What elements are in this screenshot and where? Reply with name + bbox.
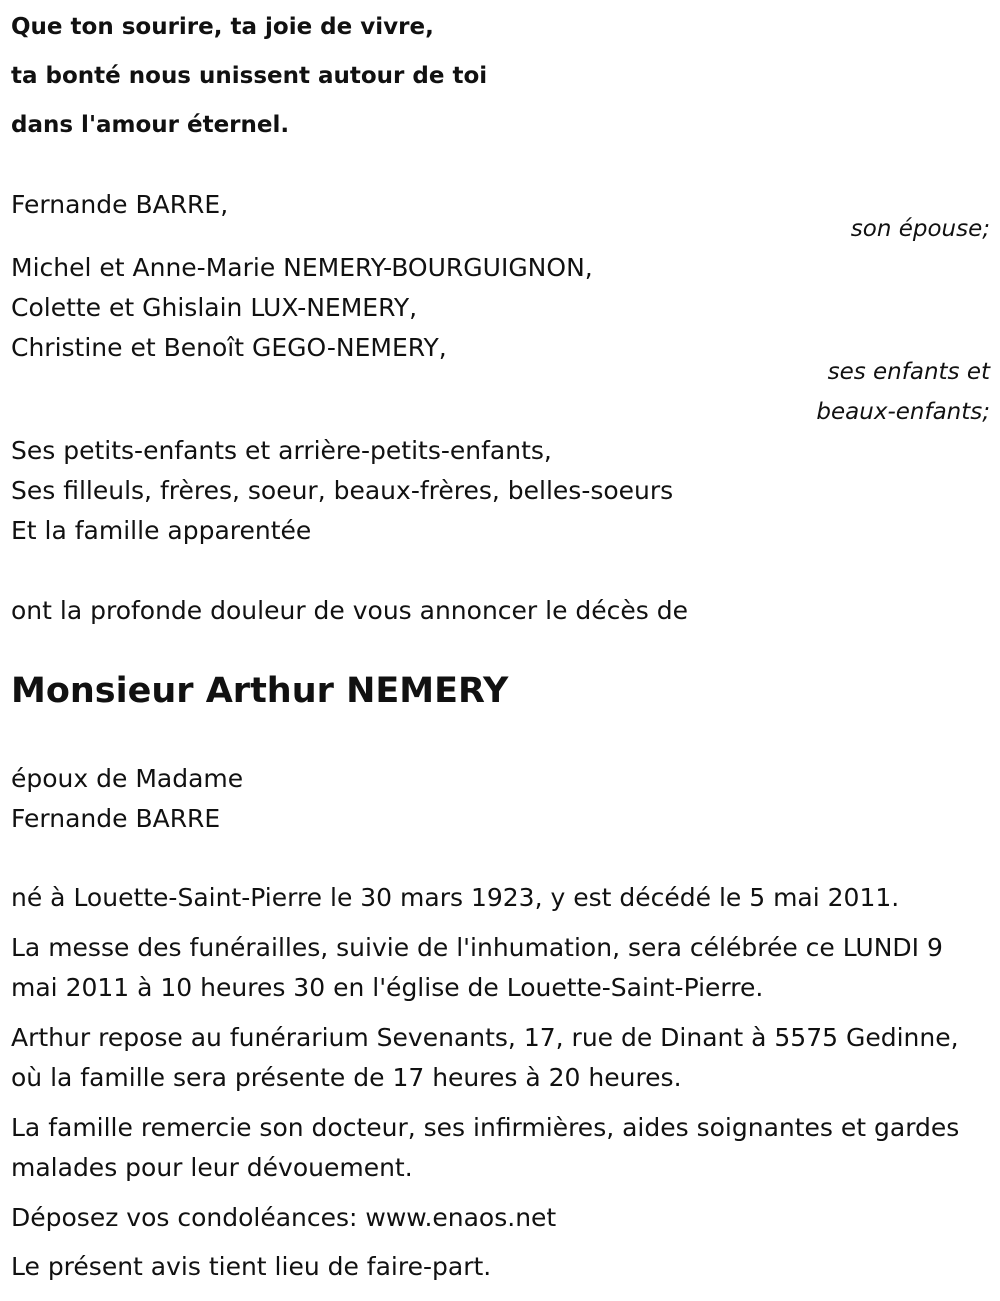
family-line-3: Et la famille apparentée xyxy=(11,516,312,545)
funerarium-text: Arthur repose au funérarium Sevenants, 17, rue de Dinant à 5575 Gedinne, où la famille sera présente de 17 heures à 20 heures. xyxy=(11,1023,959,1092)
spouse-role: son épouse; xyxy=(850,216,990,242)
birth-death-text: né à Louette-Saint-Pierre le 30 mars 1923, y est décédé le 5 mai 2011. xyxy=(11,883,900,912)
epigraph-line-2: ta bonté nous unissent autour de toi xyxy=(11,63,488,89)
condolences-text: Déposez vos condoléances: www.enaos.net xyxy=(11,1203,557,1232)
epigraph-line-3: dans l'amour éternel. xyxy=(11,112,290,138)
family-line-1: Ses petits-enfants et arrière-petits-enfants, xyxy=(11,436,552,465)
child-couple-1: Michel et Anne-Marie NEMERY-BOURGUIGNON, xyxy=(11,253,593,282)
announcement-text: ont la profonde douleur de vous annoncer le décès de xyxy=(11,596,689,625)
family-line-2: Ses filleuls, frères, soeur, beaux-frères, belles-soeurs xyxy=(11,476,674,505)
children-role-line-2: beaux-enfants; xyxy=(816,399,990,425)
spouse-of-line-2: Fernande BARRE xyxy=(11,804,221,833)
deceased-name: Monsieur Arthur NEMERY xyxy=(11,671,509,711)
child-couple-3: Christine et Benoît GEGO-NEMERY, xyxy=(11,333,447,362)
funeral-mass-text: La messe des funérailles, suivie de l'inhumation, sera célébrée ce LUNDI 9 mai 2011 à 10 heures 30 en l'église de Louette-Saint-Pierre. xyxy=(11,933,943,1002)
children-role-line-1: ses enfants et xyxy=(827,359,990,385)
epigraph-line-1: Que ton sourire, ta joie de vivre, xyxy=(11,14,434,40)
notice-text: Le présent avis tient lieu de faire-part. xyxy=(11,1252,492,1281)
thanks-text: La famille remercie son docteur, ses infirmières, aides soignantes et gardes malades pour leur dévouement. xyxy=(11,1113,960,1182)
child-couple-2: Colette et Ghislain LUX-NEMERY, xyxy=(11,293,418,322)
spouse-name: Fernande BARRE, xyxy=(11,190,229,219)
spouse-of-line-1: époux de Madame xyxy=(11,764,244,793)
